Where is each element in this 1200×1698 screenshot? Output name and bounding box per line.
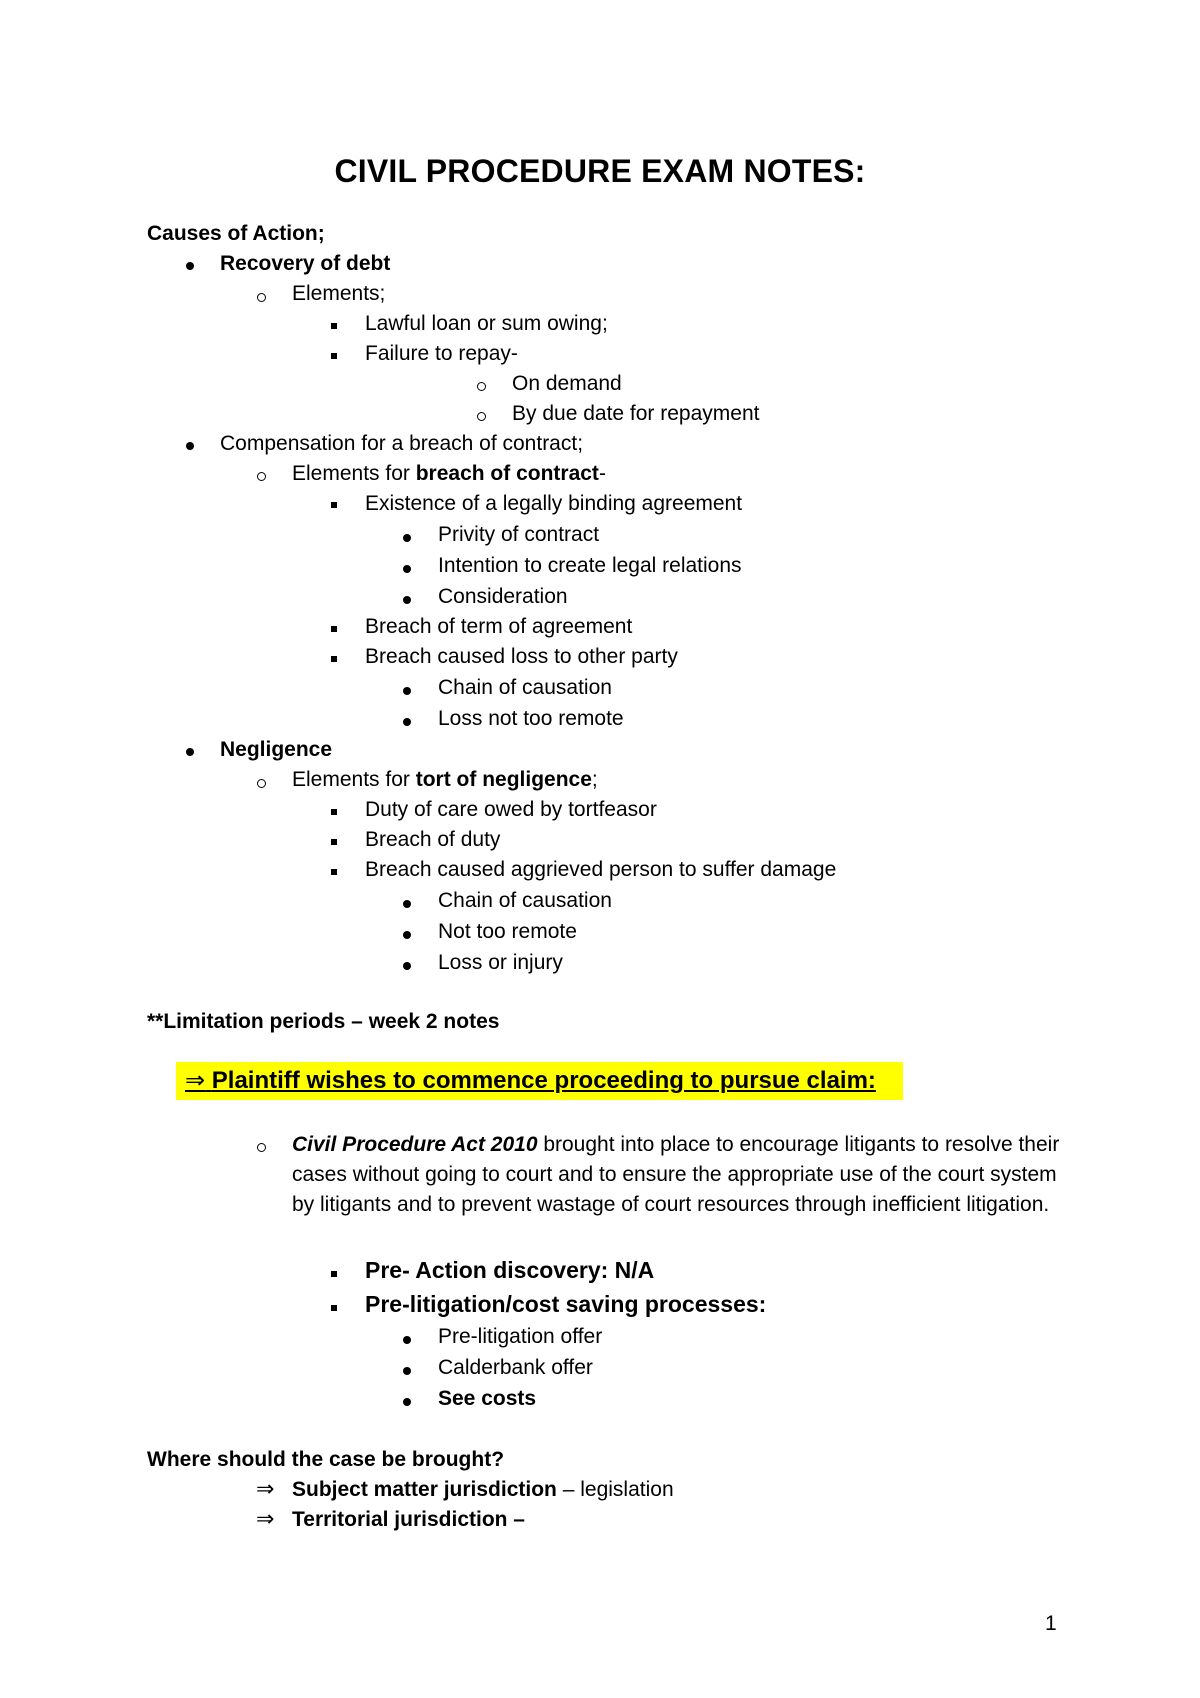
square-bullet-icon (331, 656, 337, 662)
right-arrow-icon: ⇒ (185, 1067, 206, 1094)
list-item: Calderbank offer (438, 1356, 593, 1379)
limitation-note: **Limitation periods – week 2 notes (147, 1010, 500, 1033)
square-bullet-icon (331, 1305, 337, 1311)
highlight-heading-text: Plaintiff wishes to commence proceeding to pursue claim: (211, 1067, 876, 1094)
elements-prefix: Elements for (292, 462, 416, 485)
negligence-label: Negligence (220, 738, 333, 761)
list-item: Failure to repay- (365, 342, 518, 365)
list-item: See costs (438, 1387, 537, 1410)
elements-suffix: - (598, 462, 606, 485)
bullet-icon (403, 1336, 411, 1344)
list-item: Breach of duty (365, 828, 501, 851)
act-name: Civil Procedure Act 2010 (292, 1133, 538, 1156)
right-arrow-icon: ⇒ (256, 1506, 275, 1531)
negligence-elements-label (292, 766, 598, 794)
bullet-icon (403, 962, 411, 970)
territorial-jurisdiction: Territorial jurisdiction – (292, 1508, 525, 1531)
list-item: Loss not too remote (438, 707, 624, 730)
list-item: On demand (512, 372, 622, 395)
page-number: 1 (1045, 1612, 1057, 1635)
contract-elements-label (292, 460, 606, 488)
subject-jurisdiction (292, 1476, 674, 1504)
bullet-icon (403, 534, 411, 542)
debt-elements-label: Elements; (292, 282, 386, 305)
highlight-heading (185, 1066, 876, 1096)
square-bullet-icon (331, 323, 337, 329)
cpa-paragraph (292, 1130, 1062, 1220)
subject-bold: Subject matter jurisdiction (292, 1478, 557, 1501)
bullet-icon (186, 262, 194, 270)
pre-action-item: Pre- Action discovery: N/A (365, 1257, 655, 1283)
bullet-icon (403, 931, 411, 939)
bullet-icon (403, 565, 411, 573)
circle-bullet-icon (477, 382, 486, 391)
list-item: Pre-litigation offer (438, 1325, 603, 1348)
square-bullet-icon (331, 839, 337, 845)
elements-prefix: Elements for (292, 768, 416, 791)
elements-bold: breach of contract (415, 462, 599, 485)
page-title: CIVIL PROCEDURE EXAM NOTES: (334, 153, 866, 189)
bullet-icon (403, 718, 411, 726)
bullet-icon (186, 748, 194, 756)
debt-label: Recovery of debt (220, 252, 391, 275)
bullet-icon (403, 596, 411, 604)
bullet-icon (186, 442, 194, 450)
where-heading: Where should the case be brought? (147, 1448, 505, 1471)
square-bullet-icon (331, 502, 337, 508)
circle-bullet-icon (477, 412, 486, 421)
pre-litigation-item: Pre-litigation/cost saving processes: (365, 1291, 767, 1317)
bullet-icon (403, 1398, 411, 1406)
list-item: Breach caused loss to other party (365, 645, 678, 668)
elements-suffix: ; (591, 768, 598, 791)
subject-rest: – legislation (556, 1478, 674, 1501)
circle-bullet-icon (257, 293, 266, 302)
square-bullet-icon (331, 809, 337, 815)
causes-heading: Causes of Action; (147, 222, 325, 245)
list-item: Chain of causation (438, 889, 612, 912)
list-item: Privity of contract (438, 523, 600, 546)
list-item: Not too remote (438, 920, 577, 943)
bullet-icon (403, 900, 411, 908)
bullet-icon (403, 687, 411, 695)
bullet-icon (403, 1367, 411, 1375)
square-bullet-icon (331, 869, 337, 875)
square-bullet-icon (331, 1271, 337, 1277)
cpa-text: brought into place to encourage litigants to resolve their cases without going to court and to ensure the appropriate use of the court system by litigants and to prevent wastage of court resources through inefficient litigation. (292, 1133, 1060, 1216)
circle-bullet-icon (257, 472, 266, 481)
list-item: Breach of term of agreement (365, 615, 633, 638)
square-bullet-icon (331, 353, 337, 359)
right-arrow-icon: ⇒ (256, 1476, 275, 1501)
list-item: Chain of causation (438, 676, 612, 699)
circle-bullet-icon (257, 779, 266, 788)
list-item: Intention to create legal relations (438, 554, 742, 577)
contract-label: Compensation for a breach of contract; (220, 432, 584, 455)
list-item: Duty of care owed by tortfeasor (365, 798, 657, 821)
circle-bullet-icon (257, 1143, 266, 1152)
square-bullet-icon (331, 626, 337, 632)
elements-bold: tort of negligence (415, 768, 592, 791)
list-item: Lawful loan or sum owing; (365, 312, 608, 335)
list-item: By due date for repayment (512, 402, 760, 425)
list-item: Existence of a legally binding agreement (365, 492, 743, 515)
list-item: Consideration (438, 585, 568, 608)
list-item: Breach caused aggrieved person to suffer damage (365, 858, 837, 881)
list-item: Loss or injury (438, 951, 563, 974)
